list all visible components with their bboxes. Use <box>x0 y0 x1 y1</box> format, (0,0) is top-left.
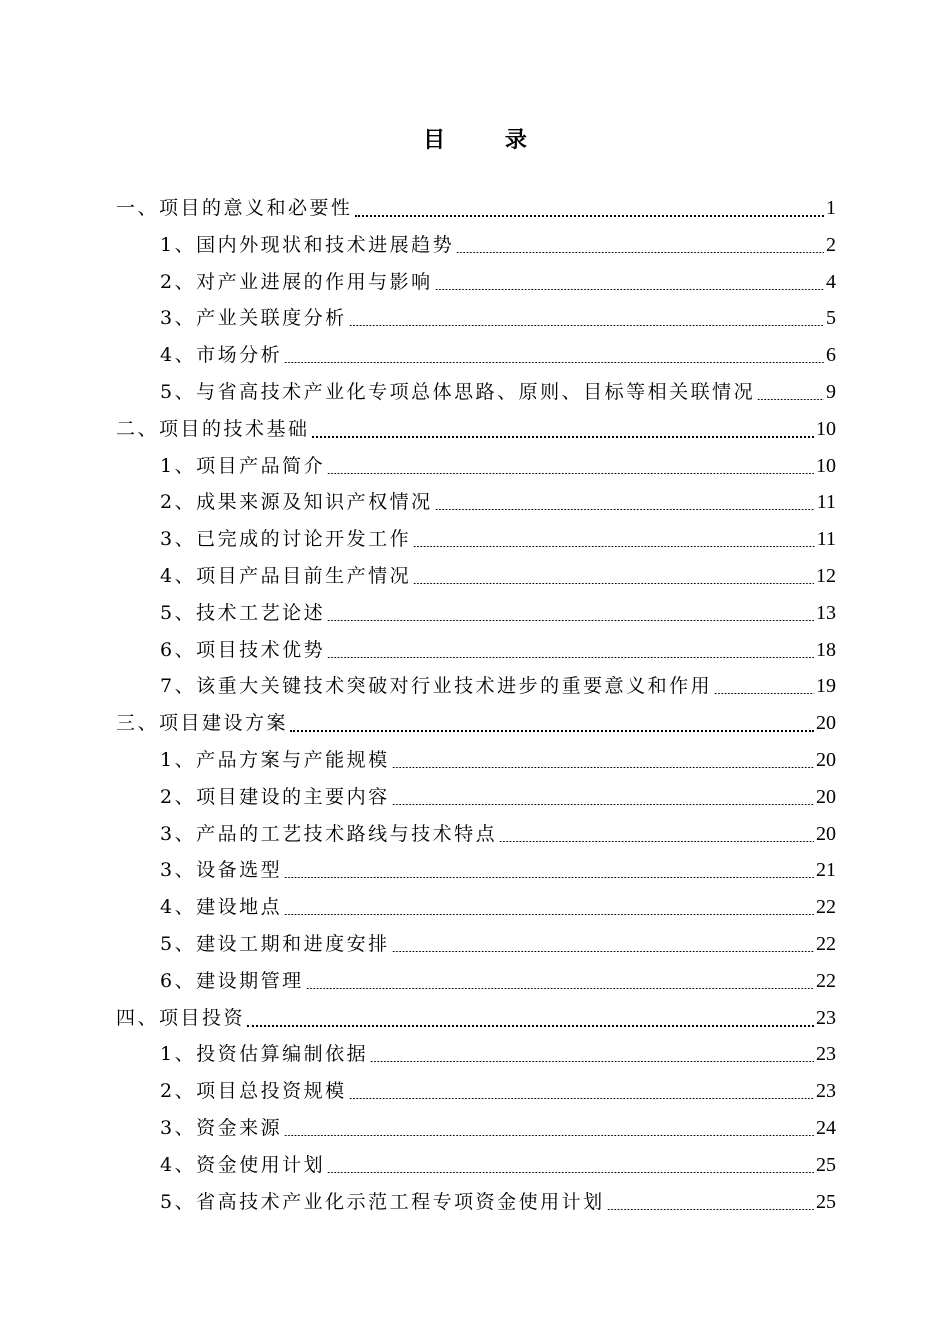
toc-subsection-entry[interactable] <box>160 1184 836 1220</box>
toc-dot-leader <box>392 926 814 962</box>
toc-subsection-entry[interactable] <box>160 889 836 925</box>
toc-subsection-entry[interactable] <box>160 1110 836 1146</box>
toc-subsection-entry[interactable] <box>160 668 836 704</box>
toc-entry-label: 5、省高技术产业化示范工程专项资金使用计划 <box>160 1190 605 1213</box>
toc-entry-label: 四、项目投资 <box>116 1006 246 1029</box>
toc-subsection-entry[interactable] <box>160 558 836 594</box>
toc-entry-label: 三、项目建设方案 <box>116 712 289 735</box>
toc-page-number: 22 <box>816 933 836 955</box>
toc-entry-label: 3、资金来源 <box>160 1117 283 1139</box>
toc-entry-label: 5、与省高技术产业化专项总体思路、原则、目标等相关联情况 <box>160 381 756 403</box>
toc-subsection-entry[interactable] <box>160 484 836 520</box>
toc-subsection-entry[interactable] <box>160 521 836 557</box>
toc-dot-leader <box>284 889 814 925</box>
toc-dot-leader <box>435 264 824 300</box>
toc-dot-leader <box>607 1184 814 1220</box>
toc-page-number: 23 <box>816 1006 836 1029</box>
toc-subsection-entry[interactable] <box>160 742 836 778</box>
toc-dot-leader <box>714 668 814 704</box>
toc-page-number: 4 <box>826 270 836 293</box>
toc-page-number: 25 <box>816 1153 836 1176</box>
toc-entry-label: 2、项目总投资规模 <box>160 1080 347 1103</box>
toc-subsection-entry[interactable] <box>160 779 836 815</box>
toc-page-number: 11 <box>816 491 836 514</box>
toc-dot-leader <box>413 521 815 557</box>
toc-subsection-entry[interactable] <box>160 1036 836 1072</box>
toc-entry-label: 6、项目技术优势 <box>160 638 326 661</box>
toc-subsection-entry[interactable] <box>160 1147 836 1183</box>
toc-subsection-entry[interactable] <box>160 595 836 631</box>
toc-subsection-entry[interactable] <box>160 264 836 300</box>
toc-page-number: 22 <box>816 896 836 919</box>
toc-page-number: 12 <box>816 565 836 587</box>
toc-dot-leader <box>290 705 814 741</box>
toc-entry-label: 7、该重大关键技术突破对行业技术进步的重要意义和作用 <box>160 675 713 698</box>
toc-entry-label: 5、技术工艺论述 <box>160 601 326 624</box>
toc-dot-leader <box>284 1110 814 1146</box>
toc-dot-leader <box>284 852 814 888</box>
toc-page-number: 24 <box>816 1117 836 1139</box>
toc-page-number: 10 <box>816 454 836 477</box>
toc-entry-label: 5、建设工期和进度安排 <box>160 933 390 955</box>
toc-page-number: 20 <box>816 822 836 845</box>
toc-page-number: 20 <box>816 785 836 808</box>
toc-entry-label: 二、项目的技术基础 <box>116 417 310 440</box>
toc-entry-label: 4、项目产品目前生产情况 <box>160 565 412 587</box>
toc-dot-leader <box>349 300 824 336</box>
toc-page-number: 22 <box>816 969 836 992</box>
toc-page-number: 1 <box>826 197 836 219</box>
toc-page-number: 23 <box>816 1043 836 1066</box>
toc-entry-label: 3、设备选型 <box>160 859 283 882</box>
toc-subsection-entry[interactable] <box>160 374 836 410</box>
toc-entry-label: 一、项目的意义和必要性 <box>116 197 353 219</box>
toc-entry-label: 1、投资估算编制依据 <box>160 1043 369 1066</box>
toc-dot-leader <box>284 337 824 373</box>
toc-entry-label: 3、已完成的讨论开发工作 <box>160 528 412 551</box>
toc-subsection-entry[interactable] <box>160 300 836 336</box>
toc-dot-leader <box>370 1036 814 1072</box>
toc-page-number: 18 <box>816 638 836 661</box>
page-title: 目 录 <box>423 127 553 153</box>
toc-dot-leader <box>349 1073 814 1109</box>
toc-dot-leader <box>327 1147 814 1183</box>
toc-dot-leader <box>499 816 814 852</box>
toc-dot-leader <box>247 1000 814 1036</box>
toc-entry-label: 1、国内外现状和技术进展趋势 <box>160 233 455 256</box>
toc-entry-label: 2、成果来源及知识产权情况 <box>160 491 433 514</box>
toc-entry-label: 1、产品方案与产能规模 <box>160 749 390 771</box>
toc-entry-label: 6、建设期管理 <box>160 969 304 992</box>
toc-page-number: 10 <box>816 417 836 440</box>
toc-section-entry[interactable] <box>116 1000 836 1036</box>
toc-page-number: 13 <box>816 601 836 624</box>
toc-entry-label: 4、建设地点 <box>160 896 283 919</box>
toc-page-number: 23 <box>816 1080 836 1103</box>
toc-subsection-entry[interactable] <box>160 337 836 373</box>
toc-dot-leader <box>413 558 814 594</box>
toc-subsection-entry[interactable] <box>160 852 836 888</box>
toc-dot-leader <box>306 963 814 999</box>
toc-entry-label: 4、市场分析 <box>160 344 283 367</box>
toc-entry-label: 1、项目产品简介 <box>160 454 326 477</box>
toc-page-number: 2 <box>826 233 836 256</box>
toc-subsection-entry[interactable] <box>160 1073 836 1109</box>
toc-page-number: 6 <box>826 344 836 367</box>
toc-page-number: 20 <box>816 712 836 735</box>
toc-subsection-entry[interactable] <box>160 816 836 852</box>
toc-page-number: 9 <box>826 381 836 403</box>
toc-dot-leader <box>392 779 814 815</box>
toc-section-entry[interactable] <box>116 190 836 226</box>
toc-subsection-entry[interactable] <box>160 926 836 962</box>
toc-entry-label: 2、对产业进展的作用与影响 <box>160 270 433 293</box>
toc-entry-label: 3、产品的工艺技术路线与技术特点 <box>160 822 498 845</box>
toc-entry-label: 2、项目建设的主要内容 <box>160 785 390 808</box>
toc-page-number: 5 <box>826 307 836 330</box>
toc-dot-leader <box>327 448 814 484</box>
toc-page-number: 20 <box>816 749 836 771</box>
toc-dot-leader <box>312 411 814 447</box>
toc-subsection-entry[interactable] <box>160 227 836 263</box>
toc-page-number: 21 <box>816 859 836 882</box>
toc-section-entry[interactable] <box>116 411 836 447</box>
toc-subsection-entry[interactable] <box>160 963 836 999</box>
toc-dot-leader <box>456 227 824 263</box>
toc-dot-leader <box>392 742 814 778</box>
toc-entry-label: 3、产业关联度分析 <box>160 307 347 330</box>
toc-page-number: 25 <box>816 1190 836 1213</box>
toc-dot-leader <box>435 484 815 520</box>
toc-dot-leader <box>327 632 814 668</box>
toc-dot-leader <box>757 374 824 410</box>
toc-subsection-entry[interactable] <box>160 632 836 668</box>
toc-page-number: 11 <box>816 528 836 551</box>
toc-entry-label: 4、资金使用计划 <box>160 1153 326 1176</box>
toc-subsection-entry[interactable] <box>160 448 836 484</box>
toc-section-entry[interactable] <box>116 705 836 741</box>
toc-page-number: 19 <box>816 675 836 698</box>
toc-dot-leader <box>327 595 814 631</box>
toc-dot-leader <box>355 190 824 226</box>
